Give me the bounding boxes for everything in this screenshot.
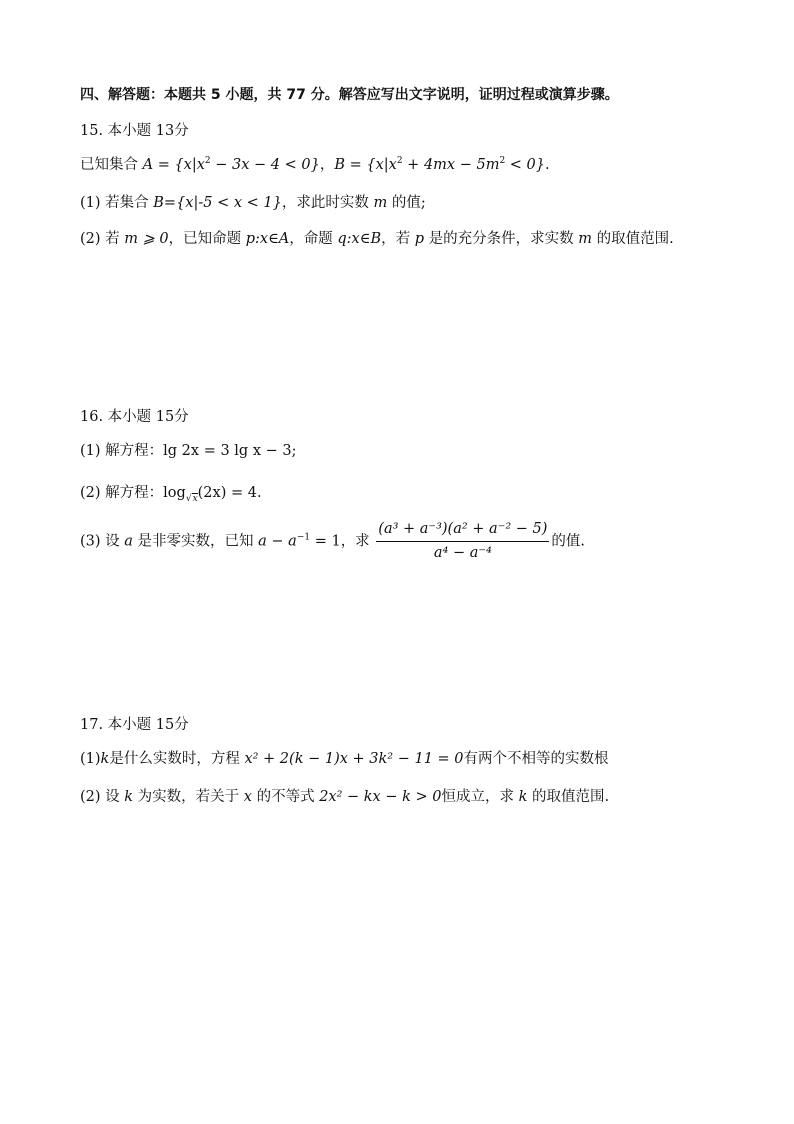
q15-p2-text1: ，已知命题 xyxy=(168,231,246,247)
q16-p3-cond-exp: −1 xyxy=(296,532,311,543)
q15-p2-text5: 的取值范围. xyxy=(592,231,674,247)
q15-p1-label: (1) 若集合 xyxy=(80,195,154,211)
q16-p2-rest: (2x) = 4 xyxy=(197,485,257,501)
q15-set-a-rest: − 3x − 4 < 0} xyxy=(210,157,320,173)
q16-part3 xyxy=(80,520,585,563)
q17-part1 xyxy=(80,750,609,769)
q15-stem-end: . xyxy=(545,157,550,173)
q16-p3-end: 的值. xyxy=(551,533,585,550)
q15-title: 15. 本小题 13分 xyxy=(80,123,189,139)
section-header: 四、解答题：本题共 5 小题，共 77 分。解答应写出文字说明，证明过程或演算步骤。 xyxy=(80,87,619,103)
q16-p3-text2: ，求 xyxy=(340,533,375,550)
q16-part2 xyxy=(80,484,262,503)
q17-p1-k: k xyxy=(100,751,110,767)
q17-p2-k: k xyxy=(124,789,134,805)
q15-set-a: A = {x|x xyxy=(142,157,205,173)
q16-p2-end: . xyxy=(256,485,262,501)
q15-p2-q: q:x∈B xyxy=(337,231,382,247)
q17-p2-x: x xyxy=(243,789,252,805)
q17-p2-text3: 恒成立，求 xyxy=(441,789,519,805)
q15-p1-end: 的值; xyxy=(387,195,426,211)
q15-part2 xyxy=(80,230,674,249)
q15-p2-text3: ，若 xyxy=(381,231,415,247)
q16-p3-text1: 是非零实数，已知 xyxy=(132,533,259,550)
q15-stem xyxy=(80,156,550,175)
q17-p2-text2: 的不等式 xyxy=(251,789,320,805)
q17-title: 17. 本小题 15分 xyxy=(80,717,189,733)
q16-p1-eq: lg 2x = 3 lg x − 3; xyxy=(163,443,297,459)
q15-p2-pv: p xyxy=(414,231,425,247)
q16-p3-cond-rest: = 1 xyxy=(310,533,341,550)
q15-comma: ， xyxy=(319,157,335,173)
q17-p2-ineq: 2x² − kx − k > 0 xyxy=(319,789,442,805)
q17-part2 xyxy=(80,788,609,807)
q15-set-b-mid: + 4mx − 5m xyxy=(402,157,500,173)
q17-p1-label: (1) xyxy=(80,751,101,767)
q15-part1 xyxy=(80,194,426,213)
q16-p2-base: √x xyxy=(185,494,198,504)
q15-stem-pre: 已知集合 xyxy=(80,157,143,173)
q16-p3-numerator: (a³ + a⁻³)(a² + a⁻² − 5) xyxy=(376,520,549,542)
q15-p2-text2: ，命题 xyxy=(289,231,338,247)
q15-set-b-rest: < 0} xyxy=(505,157,546,173)
q16-p1-label: (1) 解方程： xyxy=(80,443,164,459)
q16-p3-cond: a − a xyxy=(258,533,297,550)
q17-p2-text1: 为实数，若关于 xyxy=(133,789,244,805)
q16-p3-denominator: a⁴ − a⁻⁴ xyxy=(433,544,492,561)
q15-p1-set: B={x|-5 < x < 1} xyxy=(153,195,282,211)
q16-part1 xyxy=(80,442,296,461)
q15-p2-mv: m xyxy=(578,231,592,247)
q17-p2-text4: 的取值范围. xyxy=(527,789,610,805)
q15-p2-p: p:x∈A xyxy=(245,231,290,247)
q15-set-b-exp2: 2 xyxy=(499,156,506,166)
q16-p3-a: a xyxy=(124,533,133,550)
q17-p2-k2: k xyxy=(518,789,528,805)
q16-p3-label: (3) 设 xyxy=(80,533,125,550)
q15-p1-text: ，求此时实数 xyxy=(281,195,374,211)
q15-p1-var: m xyxy=(373,195,388,211)
q15-set-b: B = {x|x xyxy=(334,157,397,173)
q17-p2-label: (2) 设 xyxy=(80,789,125,805)
q15-set-a-exp: 2 xyxy=(204,156,211,166)
q17-p1-eq: x² + 2(k − 1)x + 3k² − 11 = 0 xyxy=(244,751,464,767)
q16-title: 16. 本小题 15分 xyxy=(80,409,189,425)
q17-p1-text1: 是什么实数时，方程 xyxy=(109,751,245,767)
q16-p2-log: log xyxy=(163,485,186,501)
q15-set-b-exp1: 2 xyxy=(396,156,403,166)
q17-p1-text2: 有两个不相等的实数根 xyxy=(463,751,609,767)
q16-p2-label: (2) 解方程： xyxy=(80,485,164,501)
q16-p2-base-x: x xyxy=(192,494,198,504)
q15-p2-text4: 是的充分条件，求实数 xyxy=(424,231,579,247)
q15-p2-label: (2) 若 xyxy=(80,231,125,247)
q15-p2-cond: m ⩾ 0 xyxy=(124,231,169,247)
q16-p3-fraction xyxy=(376,520,549,563)
